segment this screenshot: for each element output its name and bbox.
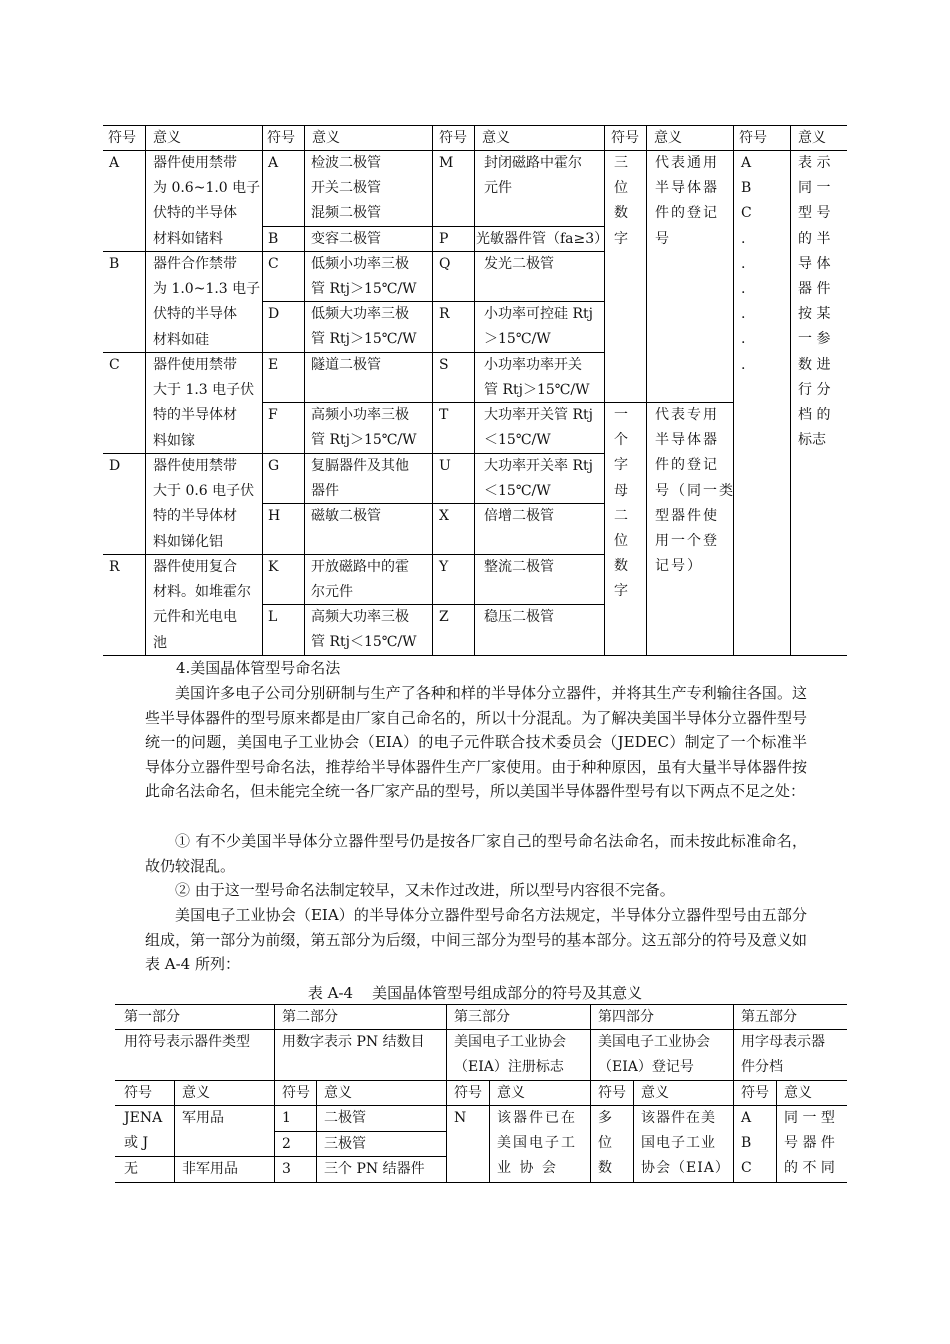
t1-c2-sym-B: B bbox=[268, 231, 279, 247]
section-heading: 4.美国晶体管型号命名法 bbox=[176, 659, 341, 677]
t2-p4-meaning: 该器件在美 国电子工业 协会（EIA） bbox=[641, 1110, 730, 1177]
t1-c1-sym-C: C bbox=[109, 357, 120, 373]
t1-c3-sym-Q: Q bbox=[439, 256, 451, 272]
t1-c2-sym-C: C bbox=[268, 256, 279, 272]
t1-c1-meaning-R: 器件使用复合 材料。如堆霍尔 元件和光电电 池 bbox=[153, 559, 251, 651]
t1-c3-meaning-Z: 稳压二极管 bbox=[484, 609, 554, 625]
t1-c3-sym-M: M bbox=[439, 155, 454, 171]
t1-c3-sym-Y: Y bbox=[439, 559, 449, 575]
t1-c3-meaning-M: 封闭磁路中霍尔 元件 bbox=[484, 155, 582, 197]
t1-header-sym-4: 符号 bbox=[611, 130, 639, 146]
t1-c2-sym-G: G bbox=[268, 458, 280, 474]
t1-c1-meaning-A: 器件使用禁带 为 0.6~1.0 电子 伏特的半导体 材料如锗料 bbox=[153, 155, 261, 247]
t1-c3-meaning-T: 大功率开关管 Rtj ＜15℃/W bbox=[484, 407, 593, 449]
t1-c3-sym-U: U bbox=[439, 458, 451, 474]
t2-p1-sym-header: 符号 bbox=[124, 1085, 152, 1101]
t1-c3-meaning-R: 小功率可控硅 Rtj ＞15℃/W bbox=[484, 306, 593, 348]
t2-part-2: 第二部分 bbox=[282, 1009, 338, 1025]
t2-p1-sym-civilian: 无 bbox=[124, 1161, 138, 1177]
t1-header-meaning-1: 意义 bbox=[153, 130, 181, 146]
t1-header-sym-3: 符号 bbox=[439, 130, 467, 146]
t2-p1-meaning-civilian: 非军用品 bbox=[182, 1161, 238, 1177]
t1-c1-meaning-D: 器件使用禁带 大于 0.6 电子伏 特的半导体材 料如锑化铝 bbox=[153, 458, 255, 550]
t2-part-3-desc: 美国电子工业协会 （EIA）注册标志 bbox=[454, 1034, 566, 1076]
section-paragraph-1: 美国许多电子公司分别研制与生产了各种和样的半导体分立器件，并将其生产专利输往各国。这些半导体器件的型号原来都是由厂家自己命名的，所以十分混乱。为了解决美国半导体分立器件型号统一的问题，美国电子工业协会（EIA）的电子元件联合技术委员会（JEDEC）制定了一个标准半导体分立器件型号命名法，推荐给半导体器件生产厂家使用。由于种种原因，虽有大量半导体器件按此命名法命名，但未能完全统一各厂家产品的型号，所以美国半导体器件型号有以下两点不足之处： bbox=[145, 684, 807, 801]
t1-c1-sym-D: D bbox=[109, 458, 121, 474]
t1-header-meaning-4: 意义 bbox=[654, 130, 682, 146]
table-2-caption: 表 A-4 美国晶体管型号组成部分的符号及其意义 bbox=[307, 984, 643, 1002]
t2-p3-meaning: 该器件已在 美国电子工 业 协 会 bbox=[497, 1110, 577, 1177]
t1-c2-meaning-E: 隧道二极管 bbox=[311, 357, 381, 373]
t2-part-5: 第五部分 bbox=[741, 1009, 797, 1025]
t1-c2-meaning-H: 磁敏二极管 bbox=[311, 508, 381, 524]
t1-c4-meaning-general: 代表通用 半导体器 件的登记 号 bbox=[655, 155, 719, 247]
t2-p4-sym-header: 符号 bbox=[598, 1085, 626, 1101]
t1-header-sym-1: 符号 bbox=[108, 130, 136, 146]
t2-p4-meaning-header: 意义 bbox=[641, 1085, 669, 1101]
t1-c3-meaning-U: 大功率开关率 Rtj ＜15℃/W bbox=[484, 458, 593, 500]
t1-c4-sym-special: 一 个 字 母 二 位 数 字 bbox=[614, 407, 628, 600]
t1-c2-sym-K: K bbox=[268, 559, 279, 575]
t2-p4-sym: 多 位 数 bbox=[598, 1110, 612, 1177]
t2-p3-sym-header: 符号 bbox=[454, 1085, 482, 1101]
t1-c1-meaning-C: 器件使用禁带 大于 1.3 电子伏 特的半导体材 料如镓 bbox=[153, 357, 255, 449]
t2-p2-sym-header: 符号 bbox=[282, 1085, 310, 1101]
t1-c2-meaning-F: 高频小功率三极 管 Rtj＞15℃/W bbox=[311, 407, 417, 449]
t1-header-sym-5: 符号 bbox=[739, 130, 767, 146]
t1-c2-meaning-A: 检波二极管 开关二极管 混频二极管 bbox=[311, 155, 381, 222]
t1-c1-sym-B: B bbox=[109, 256, 120, 272]
t2-p5-meaning: 同 一 型 号 器 件 的 不 同 bbox=[784, 1110, 835, 1177]
t2-part-5-desc: 用字母表示器 件分档 bbox=[741, 1034, 825, 1076]
t1-c2-sym-D: D bbox=[268, 306, 280, 322]
t1-c1-sym-A: A bbox=[109, 155, 120, 171]
t2-part-4-desc: 美国电子工业协会 （EIA）登记号 bbox=[598, 1034, 710, 1076]
t1-c3-sym-P: P bbox=[439, 231, 449, 247]
t1-c2-meaning-C: 低频小功率三极 管 Rtj＞15℃/W bbox=[311, 256, 417, 298]
t1-c3-meaning-Y: 整流二极管 bbox=[484, 559, 554, 575]
t1-header-meaning-2: 意义 bbox=[312, 130, 340, 146]
t1-c2-sym-F: F bbox=[268, 407, 278, 423]
t1-c3-sym-S: S bbox=[439, 357, 449, 373]
t1-c1-sym-R: R bbox=[109, 559, 120, 575]
t1-header-meaning-5: 意义 bbox=[798, 130, 826, 146]
t1-c3-meaning-X: 倍增二极管 bbox=[484, 508, 554, 524]
t1-c2-meaning-D: 低频大功率三极 管 Rtj＞15℃/W bbox=[311, 306, 417, 348]
t2-p2-sym-3: 3 bbox=[282, 1161, 291, 1177]
t2-p2-meaning-header: 意义 bbox=[324, 1085, 352, 1101]
t2-p1-meaning-military: 军用品 bbox=[182, 1110, 224, 1126]
t1-c3-sym-X: X bbox=[439, 508, 449, 524]
t2-p2-sym-1: 1 bbox=[282, 1110, 291, 1126]
t1-c3-sym-R: R bbox=[439, 306, 450, 322]
t2-p2-meaning-1: 二极管 bbox=[324, 1110, 366, 1126]
t1-header-meaning-3: 意义 bbox=[482, 130, 510, 146]
t1-c3-sym-T: T bbox=[439, 407, 449, 423]
t2-part-2-desc: 用数字表示 PN 结数目 bbox=[282, 1034, 425, 1050]
t2-p5-sym-header: 符号 bbox=[741, 1085, 769, 1101]
t2-p2-meaning-3: 三个 PN 结器件 bbox=[324, 1161, 425, 1177]
t1-c2-sym-E: E bbox=[268, 357, 279, 373]
t1-c3-meaning-P: 光敏器件管（fa≥3） bbox=[476, 231, 609, 247]
section-point-1: ① 有不少美国半导体分立器件型号仍是按各厂家自己的型号命名法命名，而未按此标准命名，故仍较混乱。 bbox=[145, 832, 807, 875]
t1-c2-meaning-K: 开放磁路中的霍 尔元件 bbox=[311, 559, 409, 601]
t1-c3-meaning-Q: 发光二极管 bbox=[484, 256, 554, 272]
t2-p5-meaning-header: 意义 bbox=[784, 1085, 812, 1101]
t1-c2-sym-L: L bbox=[268, 609, 278, 625]
t2-part-3: 第三部分 bbox=[454, 1009, 510, 1025]
t1-c2-sym-A: A bbox=[268, 155, 279, 171]
t1-c2-meaning-G: 复膈器件及其他 器件 bbox=[311, 458, 409, 500]
t1-c4-meaning-special: 代表专用 半导体器 件的登记 号（同一类 型器件使 用一个登 记号） bbox=[655, 407, 735, 575]
t1-c2-meaning-L: 高频大功率三极 管 Rtj＜15℃/W bbox=[311, 609, 417, 651]
t1-c5-meaning: 表 示 同 一 型 号 的 半 导 体 器 件 按 某 一 参 数 进 行 分 档 的 标志 bbox=[798, 155, 831, 449]
t1-c2-meaning-B: 变容二极管 bbox=[311, 231, 381, 247]
section-point-2: ② 由于这一型号命名法制定较早，又未作过改进，所以型号内容很不完备。 bbox=[175, 881, 675, 899]
t2-part-1-desc: 用符号表示器件类型 bbox=[124, 1034, 250, 1050]
t2-p3-sym: N bbox=[454, 1110, 467, 1126]
t2-p3-meaning-header: 意义 bbox=[497, 1085, 525, 1101]
t2-p1-sym-military: JENA 或 J bbox=[124, 1110, 163, 1152]
t1-c3-meaning-S: 小功率功率开关 管 Rtj＞15℃/W bbox=[484, 357, 590, 399]
t1-c2-sym-H: H bbox=[268, 508, 281, 524]
t2-p5-sym: A B C bbox=[741, 1110, 752, 1177]
t2-p1-meaning-header: 意义 bbox=[182, 1085, 210, 1101]
t1-c1-meaning-B: 器件合作禁带 为 1.0~1.3 电子 伏特的半导体 材料如硅 bbox=[153, 256, 261, 348]
t1-c4-sym-general: 三 位 数 字 bbox=[614, 155, 628, 247]
section-paragraph-2: 美国电子工业协会（EIA）的半导体分立器件型号命名方法规定，半导体分立器件型号由五部分组成，第一部分为前缀，第五部分为后缀，中间三部分为型号的基本部分。这五部分的符号及意义如表 A-4 所列： bbox=[145, 906, 807, 974]
t1-c3-sym-Z: Z bbox=[439, 609, 449, 625]
t2-part-4: 第四部分 bbox=[598, 1009, 654, 1025]
t2-p2-meaning-2: 三极管 bbox=[324, 1136, 366, 1152]
t2-part-1: 第一部分 bbox=[124, 1009, 180, 1025]
t2-p2-sym-2: 2 bbox=[282, 1136, 291, 1152]
t1-c5-sym: A B C . . . . . . bbox=[741, 155, 752, 373]
t1-header-sym-2: 符号 bbox=[267, 130, 295, 146]
